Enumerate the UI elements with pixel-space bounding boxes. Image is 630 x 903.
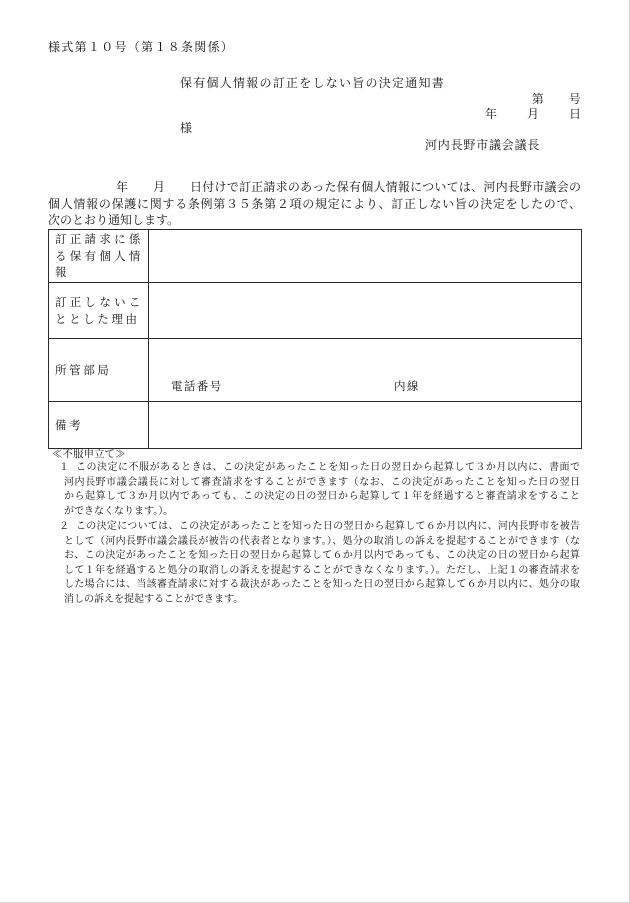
document-title: 保有個人情報の訂正をしない旨の決定通知書 — [180, 76, 446, 90]
appeal-item-number: ２ — [59, 521, 69, 532]
issue-date: 年 月 日 — [484, 107, 583, 121]
request-year-label: 年 — [116, 180, 129, 194]
table-row — [49, 282, 581, 338]
row-label-department — [49, 339, 149, 401]
extension-label: 内線 — [394, 379, 420, 393]
table-row — [49, 230, 581, 282]
remarks-field — [149, 402, 581, 448]
row-label-text: 訂正しないこととした理由 — [55, 295, 143, 326]
appeal-item-line: から起算して３か月以内であっても、この決定の日の翌日から起算して１年を経過すると審査請求をすること — [64, 491, 580, 503]
form-number: 様式第１０号（第１８条関係） — [48, 40, 235, 54]
decision-table — [48, 229, 582, 449]
row-label-requested-info — [49, 230, 149, 282]
row-label-text: 所管部局 — [55, 362, 112, 377]
appeal-item-line: ができなくなります。）。 — [64, 505, 174, 517]
appeal-item-line: この決定については、この決定があったことを知った日の翌日から起算して６か月以内に、河内長野市を被告 — [76, 521, 580, 532]
appeal-notice-heading: ≪不服申立て≫ — [52, 448, 126, 460]
row-label-text: 訂正請求に係る保有個人情報 — [55, 232, 143, 280]
body-line: 次のとおり通知します。 — [48, 213, 180, 227]
appeal-item-line: として（河内長野市議会議長が被告の代表者となります。）、処分の取消しの訴えを提起することができます（な — [64, 535, 580, 547]
appeal-item-line: お、この決定があったことを知った日の翌日から起算して６か月以内であっても、この決定の日の翌日から起算 — [64, 550, 580, 562]
table-row — [49, 401, 581, 448]
issue-number: 第 号 — [531, 92, 581, 106]
appeal-item-line: 消しの訴えを提起することができます。 — [64, 594, 244, 605]
appeal-item-line: この決定に不服があるときは、この決定があったことを知った日の翌日から起算して３か月以内に、書面で — [76, 462, 580, 473]
appeal-item-line: 河内長野市議会議長に対して審査請求をすることができます（なお、この決定があったことを知った日の翌日 — [64, 476, 580, 488]
row-label-text: 備考 — [55, 417, 84, 432]
row-label-reason — [49, 283, 149, 338]
body-line: 個人情報の保護に関する条例第３５条第２項の規定により、訂正しない旨の決定をしたので、 — [48, 197, 581, 211]
phone-number-label: 電話番号 — [171, 379, 223, 393]
appeal-item-line: して１年を経過すると処分の取消しの訴えを提起することができなくなります。）。ただし、上記１の審査請求を — [64, 564, 580, 576]
appeal-item-line: した場合には、当該審査請求に対する裁決があったことを知った日の翌日から起算して６か月以内に、処分の取 — [64, 579, 580, 591]
sender-name: 河内長野市議会議長 — [425, 138, 541, 152]
row-label-remarks — [49, 402, 149, 448]
table-row — [49, 338, 581, 401]
request-month-label: 月 — [153, 180, 166, 194]
reason-field — [149, 283, 581, 338]
appeal-item-number: １ — [59, 462, 69, 473]
department-field — [149, 339, 581, 401]
addressee-suffix: 様 — [180, 121, 193, 135]
requested-info-field — [149, 230, 581, 282]
body-line: 日付けで訂正請求のあった保有個人情報については、河内長野市議会の — [190, 180, 581, 194]
